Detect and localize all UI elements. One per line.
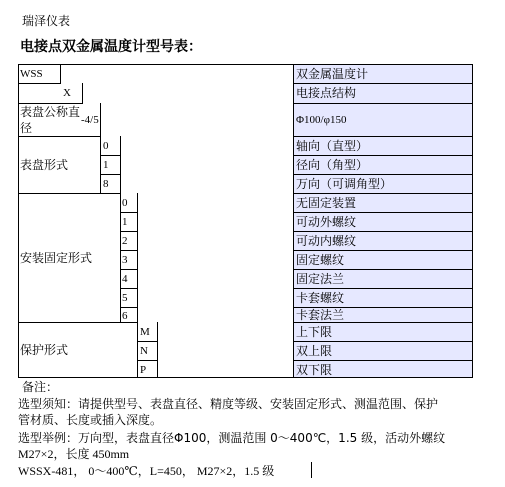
dial-type-code: 1 — [103, 159, 109, 171]
mount-code: 6 — [122, 310, 128, 322]
desc-x: 电接点结构 — [296, 86, 357, 100]
desc-mount: 固定螺纹 — [296, 253, 345, 267]
dial-diameter-code: -4/5 — [81, 114, 99, 126]
mount-code: 2 — [122, 235, 128, 247]
model-code-cell: WSS — [20, 68, 43, 80]
document-title: 电接点双金属温度计型号表： — [20, 39, 202, 55]
desc-dial-type: 径向（角型） — [296, 158, 369, 172]
dial-type-code: 0 — [103, 140, 109, 152]
notes-line: 管材质、长度或插入深度。 — [18, 413, 163, 427]
protect-code: P — [140, 364, 147, 376]
desc-mount: 卡套螺纹 — [296, 291, 345, 305]
text-cursor — [311, 462, 312, 478]
notes-line: WSSX-481， 0～400℃，L=450， M27×2，1.5 级 — [18, 464, 275, 478]
desc-dial-type: 万向（可调角型） — [296, 177, 393, 191]
protect-code: N — [140, 345, 148, 357]
desc-mount: 卡套法兰 — [296, 308, 345, 322]
desc-mount: 可动内螺纹 — [296, 234, 357, 248]
mount-code: 0 — [122, 197, 128, 209]
notes-line: 选型举例：万向型，表盘直径Φ100，测温范围 0～400℃，1.5 级，活动外螺纹 — [18, 431, 446, 445]
dial-type-label: 表盘形式 — [20, 158, 69, 172]
desc-dial: Φ100/φ150 — [296, 114, 347, 126]
protect-type-label: 保护形式 — [20, 343, 69, 357]
desc-dial-type: 轴向（直型） — [296, 139, 369, 153]
desc-protect: 双上限 — [296, 344, 333, 358]
notes-line: 选型须知：请提供型号、表盘直径、精度等级、安装固定形式、测温范围、保护 — [18, 397, 439, 411]
mount-code: 5 — [122, 292, 128, 304]
brand-name: 瑞泽仪表 — [22, 14, 71, 28]
mount-code: 4 — [122, 273, 128, 285]
desc-mount: 固定法兰 — [296, 272, 345, 286]
desc-model: 双金属温度计 — [296, 67, 369, 81]
desc-mount: 可动外螺纹 — [296, 215, 357, 229]
notes-line: M27×2，长度 450mm — [18, 447, 130, 461]
mount-code: 1 — [122, 216, 128, 228]
protect-code: M — [140, 326, 150, 338]
dial-type-code: 8 — [103, 178, 109, 190]
mount-code: 3 — [122, 254, 128, 266]
mount-type-label: 安装固定形式 — [20, 251, 93, 265]
desc-protect: 双下限 — [296, 363, 333, 377]
x-code-cell: X — [63, 87, 71, 99]
notes-heading: 备注： — [22, 380, 59, 394]
desc-protect: 上下限 — [296, 325, 333, 339]
dial-diameter-label: 表盘公称直径 — [20, 105, 81, 135]
desc-mount: 无固定装置 — [296, 196, 357, 210]
